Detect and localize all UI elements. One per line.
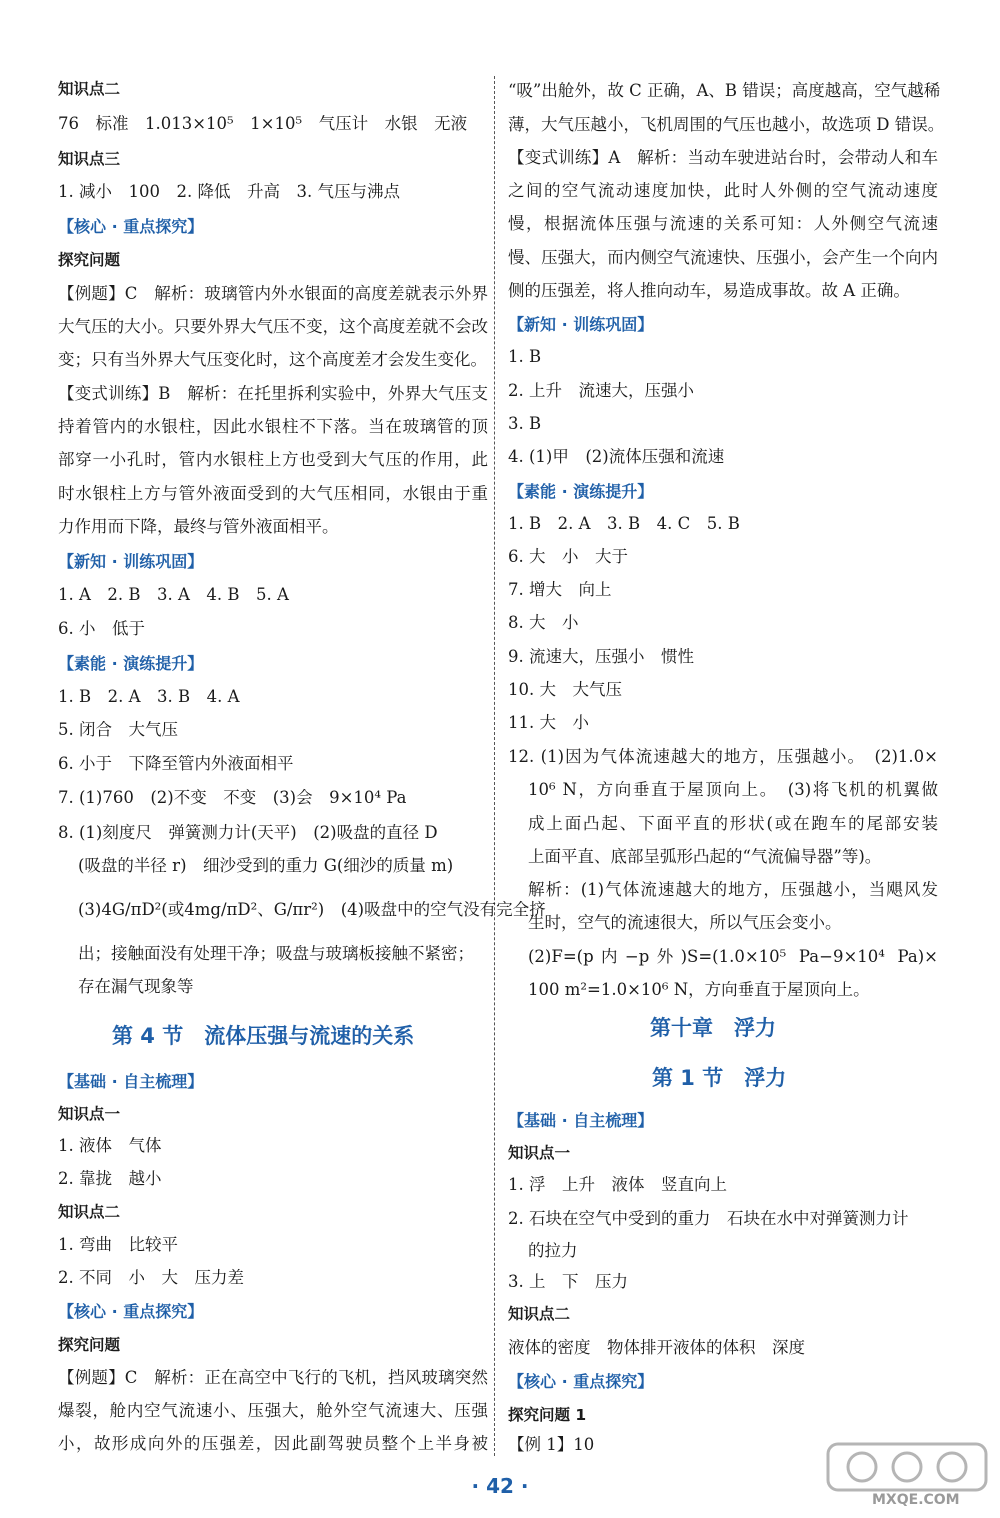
text-line: 大气压的大小。只要外界大气压不变，这个高度差就不会改	[58, 317, 488, 336]
subsection-label: 知识点二	[58, 80, 121, 98]
section-heading-4: 第 4 节 流体压强与流速的关系	[112, 1024, 415, 1048]
section-heading-1: 第 1 节 浮力	[652, 1066, 787, 1090]
text-line: 7. 增大 向上	[508, 580, 612, 599]
text-line: 部穿一小孔时，管内水银柱上方也受到大气压的作用，此	[58, 450, 488, 469]
text-line: 3. 上 下 压力	[508, 1272, 628, 1291]
text-line: 1. B 2. A 3. B 4. C 5. B	[508, 514, 740, 533]
text-line: (2)F=(p内−p外)S=(1.0×10⁵ Pa−9×10⁴ Pa)×	[528, 947, 938, 966]
section-label: 【新知 · 训练巩固】	[58, 552, 204, 571]
text-line: 6. 大 小 大于	[508, 547, 628, 566]
text-line: 4. (1)甲 (2)流体压强和流速	[508, 447, 725, 466]
text-line: 【例题】C 解析：玻璃管内外水银面的高度差就表示外界	[58, 284, 488, 303]
subsection-label: 探究问题	[58, 1336, 121, 1354]
chapter-heading-10: 第十章 浮力	[650, 1016, 776, 1040]
text-line: 2. 靠拢 越小	[58, 1169, 162, 1188]
text-line: 2. 石块在空气中受到的重力 石块在水中对弹簧测力计	[508, 1209, 909, 1228]
text-line: 的拉力	[528, 1241, 578, 1260]
text-line: 3. B	[508, 414, 542, 433]
text-line: 生时，空气的流速很大，所以气压会变小。	[528, 913, 842, 932]
text-line: 2. 上升 流速大，压强小	[508, 381, 694, 400]
subsection-label: 知识点二	[58, 1203, 121, 1221]
text-line: 1. A 2. B 3. A 4. B 5. A	[58, 585, 289, 604]
section-label: 【素能 · 演练提升】	[58, 654, 204, 673]
page-number: · 42 ·	[471, 1474, 529, 1498]
text-line: 9. 流速大，压强小 惯性	[508, 647, 694, 666]
text-line: 力作用而下降，最终与管外液面相平。	[58, 517, 339, 536]
text-line: 【变式训练】B 解析：在托里拆利实验中，外界大气压支	[58, 384, 488, 403]
text-line: 8. (1)刻度尺 弹簧测力计(天平) (2)吸盘的直径 D	[58, 823, 438, 842]
subsection-label: 探究问题	[58, 251, 121, 269]
text-line: 1. B 2. A 3. B 4. A	[58, 687, 240, 706]
text-line: 6. 小于 下降至管内外液面相平	[58, 754, 294, 773]
text-line: 存在漏气现象等	[78, 977, 194, 996]
subsection-label: 探究问题 1	[508, 1406, 587, 1424]
text-line: 1. 弯曲 比较平	[58, 1235, 178, 1254]
text-line: 【例 1】10	[508, 1435, 595, 1454]
text-line: 解析：(1)气体流速越大的地方，压强越小，当飓风发	[528, 880, 938, 899]
subsection-label: 知识点一	[58, 1105, 121, 1123]
text-line: 侧的压强差，将人推向动车，易造成事故。故 A 正确。	[508, 281, 910, 300]
text-line: 10⁶ N，方向垂直于屋顶向上。 (3)将飞机的机翼做	[528, 780, 938, 799]
text-line: 时水银柱上方与管外液面受到的大气压相同，水银由于重	[58, 484, 488, 503]
text-line: 5. 闭合 大气压	[58, 720, 178, 739]
text-line: 爆裂，舱内空气流速小、压强大，舱外空气流速大、压强	[58, 1401, 488, 1420]
text-line: “吸”出舱外，故 C 正确，A、B 错误；高度越高，空气越稀	[508, 81, 941, 100]
section-label: 【基础 · 自主梳理】	[58, 1072, 204, 1091]
text-line: 持着管内的水银柱，因此水银柱不下落。当在玻璃管的顶	[58, 417, 488, 436]
text-line: 10. 大 大气压	[508, 680, 622, 699]
watermark-text: MXQE.COM	[872, 1492, 960, 1508]
text-line: 成上面凸起、下面平直的形状(或在跑车的尾部安装	[528, 814, 938, 833]
text-line: 1. B	[508, 347, 542, 366]
text-line: 1. 减小 100 2. 降低 升高 3. 气压与沸点	[58, 182, 400, 201]
text-line: 小，故形成向外的压强差，因此副驾驶员整个上半身被	[58, 1434, 488, 1453]
text-line: 100 m²=1.0×10⁶ N，方向垂直于屋顶向上。	[528, 980, 870, 999]
text-line: 液体的密度 物体排开液体的体积 深度	[508, 1338, 805, 1357]
text-line: 慢、压强大，而内侧空气流速快、压强小，会产生一个向内	[508, 248, 938, 267]
section-label: 【基础 · 自主梳理】	[508, 1111, 654, 1130]
text-line: 2. 不同 小 大 压力差	[58, 1268, 244, 1287]
text-line: 之间的空气流动速度加快，此时人外侧的空气流动速度	[508, 181, 938, 200]
text-line: 11. 大 小	[508, 713, 589, 732]
subsection-label: 知识点一	[508, 1144, 571, 1162]
text-line: 慢，根据流体压强与流速的关系可知：人外侧空气流速	[508, 214, 938, 233]
subsection-label: 知识点三	[58, 150, 121, 168]
section-label: 【新知 · 训练巩固】	[508, 315, 654, 334]
text-line: 【例题】C 解析：正在高空中飞行的飞机，挡风玻璃突然	[58, 1368, 488, 1387]
text-line: (吸盘的半径 r) 细沙受到的重力 G(细沙的质量 m)	[78, 856, 454, 875]
section-label: 【素能 · 演练提升】	[508, 482, 654, 501]
text-line: 1. 浮 上升 液体 竖直向上	[508, 1175, 727, 1194]
text-line: 1. 液体 气体	[58, 1136, 162, 1155]
text-line: 8. 大 小	[508, 613, 579, 632]
text-line: 76 标准 1.013×10⁵ 1×10⁵ 气压计 水银 无液	[58, 114, 468, 133]
text-line: 出；接触面没有处理干净；吸盘与玻璃板接触不紧密；	[78, 944, 474, 963]
section-label: 【核心 · 重点探究】	[508, 1372, 654, 1391]
section-label: 【核心 · 重点探究】	[58, 217, 204, 236]
text-line: 6. 小 低于	[58, 619, 145, 638]
text-line: 上面平直、底部呈弧形凸起的“气流偏导器”等)。	[528, 847, 882, 866]
text-line: 7. (1)760 (2)不变 不变 (3)会 9×10⁴ Pa	[58, 788, 407, 807]
text-line: 【变式训练】A 解析：当动车驶进站台时，会带动人和车	[508, 148, 938, 167]
section-label: 【核心 · 重点探究】	[58, 1302, 204, 1321]
text-line: (3)4G/πD²(或4mg/πD²、G/πr²) (4)吸盘中的空气没有完全挤	[78, 900, 546, 919]
text-line: 薄，大气压越小，飞机周围的气压也越小，故选项 D 错误。	[508, 115, 945, 134]
text-line: 变；只有当外界大气压变化时，这个高度差才会发生变化。	[58, 350, 487, 369]
column-divider	[494, 76, 495, 1456]
subsection-label: 知识点二	[508, 1305, 571, 1323]
text-line: 12. (1)因为气体流速越大的地方，压强越小。 (2)1.0×	[508, 747, 938, 766]
